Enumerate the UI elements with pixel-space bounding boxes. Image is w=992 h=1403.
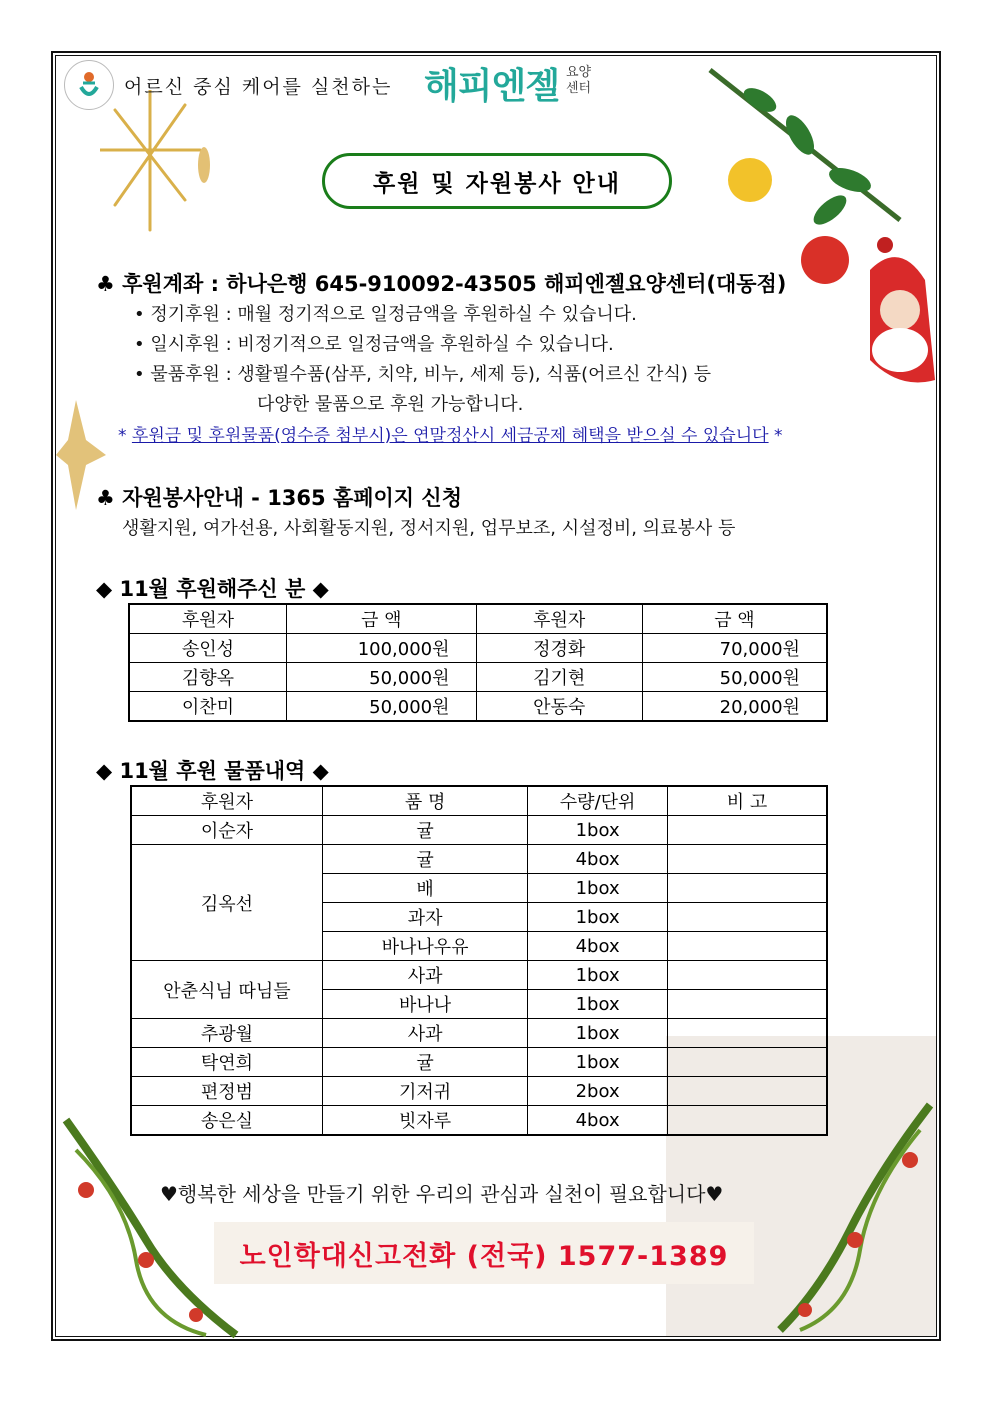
elder-abuse-hotline: 노인학대신고전화 (전국) 1577-1389 (214, 1222, 754, 1284)
donor-name: 김향옥 (129, 663, 286, 692)
table-header-row (131, 786, 827, 816)
brand-name: 해피엔젤 (424, 66, 560, 107)
item-quantity: 1box (528, 990, 668, 1019)
donor-name: 정경화 (476, 634, 642, 663)
item-name: 귤 (322, 816, 527, 845)
item-remarks (667, 845, 827, 874)
item-remarks (667, 932, 827, 961)
item-quantity: 1box (528, 903, 668, 932)
donation-item-onetime: • 일시후원 : 비정기적으로 일정금액을 후원하실 수 있습니다. (134, 334, 614, 355)
header-remarks: 비 고 (667, 786, 827, 816)
donor-name: 편정범 (131, 1077, 322, 1106)
header-donor: 후원자 (476, 604, 642, 634)
item-quantity: 1box (528, 816, 668, 845)
donor-name: 이찬미 (129, 692, 286, 722)
note-suffix: * (768, 426, 783, 446)
goods-donations-heading: ◆ 11월 후원 물품내역 ◆ (96, 759, 329, 783)
item-name: 귤 (322, 1048, 527, 1077)
item-remarks (667, 961, 827, 990)
item-remarks (667, 1077, 827, 1106)
donation-account-heading: ♣ 후원계좌 : 하나은행 645-910092-43505 해피엔젤요양센터(대동점) (96, 272, 787, 296)
item-name: 귤 (322, 845, 527, 874)
item-quantity: 4box (528, 932, 668, 961)
donor-name: 김기현 (476, 663, 642, 692)
tax-deduction-note (118, 421, 782, 446)
donation-amount: 50,000원 (642, 663, 827, 692)
garland-right-decoration (760, 1100, 940, 1340)
donor-name: 추광월 (131, 1019, 322, 1048)
donation-amount: 100,000원 (286, 634, 476, 663)
item-name: 사과 (322, 1019, 527, 1048)
item-remarks (667, 1048, 827, 1077)
item-remarks (667, 1106, 827, 1136)
item-quantity: 4box (528, 845, 668, 874)
item-quantity: 4box (528, 1106, 668, 1136)
item-quantity: 1box (528, 874, 668, 903)
item-name: 과자 (322, 903, 527, 932)
donor-name: 송인성 (129, 634, 286, 663)
header-donor: 후원자 (129, 604, 286, 634)
brand-subtitle (566, 65, 591, 97)
item-name: 빗자루 (322, 1106, 527, 1136)
header-quantity: 수량/단위 (528, 786, 668, 816)
note-text: 후원금 및 후원물품(영수증 첨부시)은 연말정산시 세금공제 혜택을 받으실 수 있습니다 (131, 426, 769, 446)
item-remarks (667, 816, 827, 845)
table-row (131, 1048, 827, 1077)
item-quantity: 2box (528, 1077, 668, 1106)
center-logo (64, 60, 114, 110)
table-row (131, 816, 827, 845)
table-row (131, 1077, 827, 1106)
header-item: 품 명 (322, 786, 527, 816)
money-donors-table (128, 603, 828, 722)
item-remarks (667, 874, 827, 903)
table-row (129, 634, 827, 663)
donor-name: 이순자 (131, 816, 322, 845)
header-amount: 금 액 (642, 604, 827, 634)
table-row (131, 1019, 827, 1048)
donation-item-goods: • 물품후원 : 생활필수품(삼푸, 치약, 비누, 세제 등), 식품(어르신 간식) 등 (134, 364, 711, 385)
brand-subtitle-line2: 센터 (566, 81, 592, 96)
item-name: 배 (322, 874, 527, 903)
item-name: 사과 (322, 961, 527, 990)
item-remarks (667, 990, 827, 1019)
header-slogan: 어르신 중심 케어를 실천하는 (124, 76, 393, 98)
donation-item-regular: • 정기후원 : 매월 정기적으로 일정금액을 후원하실 수 있습니다. (134, 304, 637, 325)
goods-donations-table (130, 785, 828, 1136)
table-row (131, 1106, 827, 1136)
volunteer-heading: ♣ 자원봉사안내 - 1365 홈페이지 신청 (96, 486, 462, 510)
header-donor: 후원자 (131, 786, 322, 816)
item-name: 바나나 (322, 990, 527, 1019)
donation-amount: 20,000원 (642, 692, 827, 722)
item-remarks (667, 903, 827, 932)
donor-name: 탁연희 (131, 1048, 322, 1077)
item-name: 기저귀 (322, 1077, 527, 1106)
table-row (131, 961, 827, 990)
item-quantity: 1box (528, 961, 668, 990)
donation-amount: 70,000원 (642, 634, 827, 663)
donation-amount: 50,000원 (286, 663, 476, 692)
volunteer-areas: 생활지원, 여가선용, 사회활동지원, 정서지원, 업무보조, 시설정비, 의료봉사 등 (122, 518, 736, 539)
holly-ornament-decoration (700, 60, 940, 400)
page-title: 후원 및 자원봉사 안내 (322, 153, 672, 209)
donor-name: 김옥선 (131, 845, 322, 961)
item-quantity: 1box (528, 1019, 668, 1048)
donor-name: 안춘식님 따님들 (131, 961, 322, 1019)
donation-amount: 50,000원 (286, 692, 476, 722)
footer-message: ♥행복한 세상을 만들기 위한 우리의 관심과 실천이 필요합니다♥ (160, 1182, 724, 1206)
angel-logo-icon (65, 61, 113, 109)
header-amount: 금 액 (286, 604, 476, 634)
money-donors-heading: ◆ 11월 후원해주신 분 ◆ (96, 577, 329, 601)
table-row (131, 845, 827, 874)
donation-item-goods-cont: 다양한 물품으로 후원 가능합니다. (257, 394, 524, 415)
table-header-row (129, 604, 827, 634)
item-name: 바나나우유 (322, 932, 527, 961)
table-row (129, 692, 827, 722)
donor-name: 송은실 (131, 1106, 322, 1136)
brand-subtitle-line1: 요양 (566, 65, 592, 80)
item-quantity: 1box (528, 1048, 668, 1077)
gold-star-decoration (100, 90, 210, 240)
donor-name: 안동숙 (476, 692, 642, 722)
table-row (129, 663, 827, 692)
item-remarks (667, 1019, 827, 1048)
note-prefix: * (118, 426, 132, 446)
